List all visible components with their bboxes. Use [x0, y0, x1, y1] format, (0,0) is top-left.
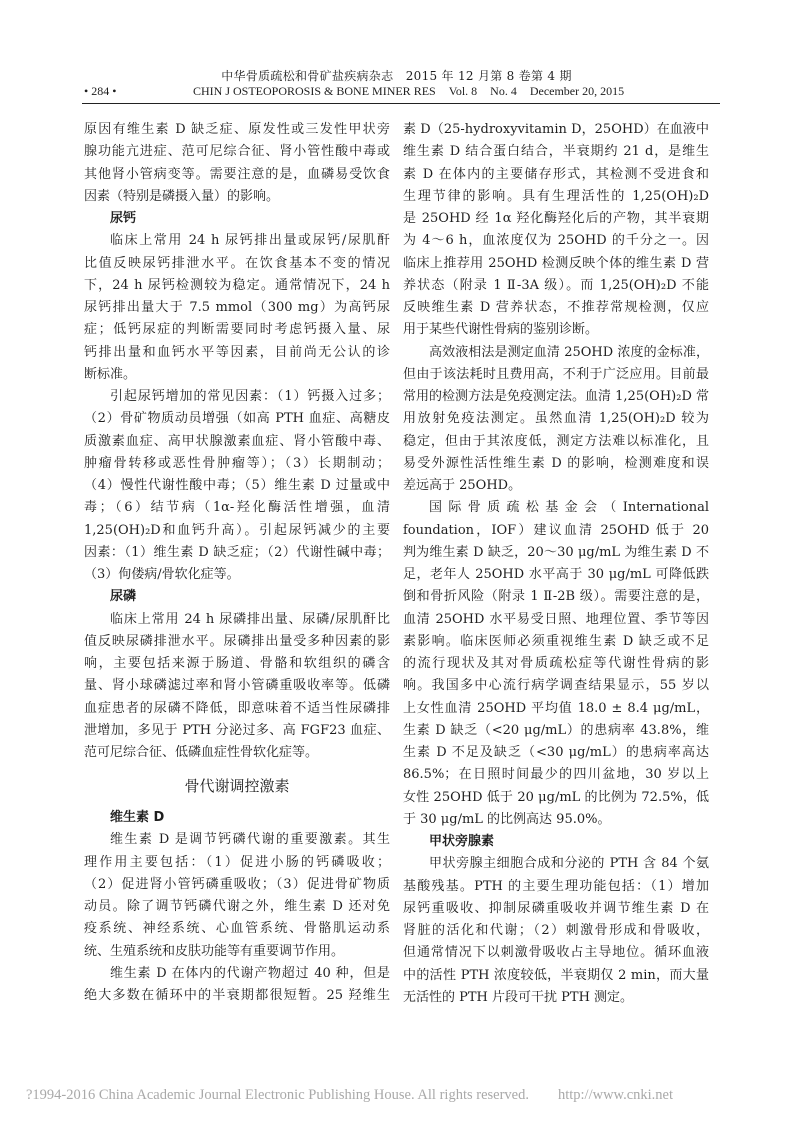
text-line: 引起尿钙增加的常见因素：（1）钙摄入过多；: [110, 389, 390, 404]
text-line: 肿瘤骨转移或恶性骨肿瘤等）；（3）长期制动；: [84, 455, 390, 471]
text-line: （2）促进肾小管钙磷重吸收；（3）促进骨矿物质: [84, 876, 390, 892]
text-line: 反映维生素 D 营养状态，不推荐常规检测，仅应: [403, 300, 709, 315]
text-line: 血症患者的尿磷不降低，即意味着不适当性尿磷排: [84, 700, 390, 716]
paragraph: [403, 497, 709, 831]
text-line: 为 4～6 h，血浓度仅为 25OHD 的千分之一。因: [403, 233, 709, 249]
left-column: [84, 119, 390, 1007]
paragraph: [403, 342, 709, 498]
text-line: 腺功能亢进症、范可尼综合征、肾小管性酸中毒或: [84, 144, 390, 160]
paragraph: [84, 386, 390, 586]
paragraph: [84, 963, 390, 1008]
text-line: 比值反映尿钙排泄水平。在饮食基本不变的情况: [84, 255, 390, 271]
text-line: 肾脏的活化和代谢；（2）刺激骨形成和骨吸收，: [403, 923, 709, 938]
text-line: foundation，IOF）建议血清 25OHD 低于 20: [403, 522, 709, 538]
text-line: 泄增加，多见于 PTH 分泌过多、高 FGF23 血症、: [84, 722, 390, 738]
text-line: 动员。除了调节钙磷代谢之外，维生素 D 还对免: [84, 899, 390, 914]
text-line: 用于某些代谢性骨病的鉴别诊断。: [403, 322, 599, 338]
paragraph: [84, 829, 390, 963]
text-line: 维生素 D 是调节钙磷代谢的重要激素。其生: [110, 832, 390, 848]
text-line: 毒；（6）结节病（1α-羟化酶活性增强，血清: [84, 500, 390, 516]
text-line: 易受外源性活性维生素 D 的影响，检测难度和误: [403, 455, 709, 471]
text-line: 中的活性 PTH 浓度较低，半衰期仅 2 min，而大量: [403, 967, 709, 983]
text-line: 女性 25OHD 低于 20 μg/mL 的比例为 72.5%，低: [403, 789, 709, 805]
text-line: （2）骨矿物质动员增强（如高 PTH 血症、高糖皮: [84, 411, 390, 427]
text-line: 常用的检测方法是免疫测定法。血清 1,25(OH)₂D 常: [403, 389, 709, 404]
text-line: 上女性血清 25OHD 平均值 18.0 ± 8.4 μg/mL，: [403, 700, 709, 716]
subsection-heading: 尿钙: [110, 211, 137, 226]
volume: Vol. 8: [448, 84, 478, 98]
text-line: 因素：（1）维生素 D 缺乏症；（2）代谢性碱中毒；: [84, 544, 390, 560]
text-line: 症；低钙尿症的判断需要同时考虑钙摄入量、尿: [84, 322, 390, 338]
text-line: 但通常情况下以刺激骨吸收占主导地位。循环血液: [403, 945, 709, 961]
text-line: 理作用主要包括：（1）促进小肠的钙磷吸收；: [84, 854, 390, 870]
text-line: 是 25OHD 经 1α 羟化酶羟化后的产物，其半衰期: [403, 211, 709, 226]
journal-title-en: [188, 84, 625, 99]
right-column: [403, 119, 709, 1009]
text-line: 量、肾小球磷滤过率和肾小管磷重吸收率等。低磷: [84, 678, 390, 694]
subsection-heading: 甲状旁腺素: [429, 834, 495, 849]
text-line: 素 D（25-hydroxyvitamin D，25OHD）在血液中: [403, 122, 709, 137]
text-line: 临床上常用 24 h 尿磷排出量、尿磷/尿肌酐比: [110, 611, 390, 627]
text-line: 临床上常用 24 h 尿钙排出量或尿钙/尿肌酐: [110, 233, 390, 249]
paragraph: [403, 119, 709, 342]
text-line: 用放射免疫法测定。虽然血清 1,25(OH)₂D 较为: [403, 411, 709, 427]
text-line: 范可尼综合征、低磷血症性骨软化症等。: [84, 745, 319, 760]
paragraph: [403, 853, 709, 1009]
text-line: 值反映尿磷排泄水平。尿磷排出量受多种因素的影: [84, 633, 390, 649]
page-number: • 284 •: [84, 84, 117, 98]
text-line: 钙排出量和血钙水平等因素，目前尚无公认的诊: [84, 344, 390, 360]
text-line: （3）佝偻病/骨软化症等。: [84, 567, 240, 582]
text-line: 差远高于 25OHD。: [403, 478, 522, 493]
paragraph: [84, 609, 390, 765]
subsection-heading: 尿磷: [110, 589, 137, 605]
paragraph: [84, 230, 390, 386]
paragraph: [84, 119, 390, 208]
text-line: 足，老年人 25OHD 水平高于 30 μg/mL 可降低跌: [403, 567, 709, 582]
text-line: 素 D 在体内的主要储存形式，其检测不受进食和: [403, 166, 709, 182]
issue: No. 4: [490, 84, 517, 98]
text-line: 的流行现状及其对骨质疏松症等代谢性骨病的影: [403, 656, 709, 671]
issue-date: December 20, 2015: [529, 84, 625, 98]
text-line: 高效液相法是测定血清 25OHD 浓度的金标准，: [429, 344, 709, 360]
text-line: 血清 25OHD 水平易受日照、地理位置、季节等因: [403, 611, 709, 627]
text-line: 1,25(OH)₂D和血钙升高）。引起尿钙减少的主要: [84, 522, 390, 538]
text-line: 响，主要包括来源于肠道、骨骼和软组织的磷含: [84, 656, 390, 671]
text-line: 维生素 D 在体内的代谢产物超过 40 种，但是: [110, 965, 390, 981]
text-line: 质激素血症、高甲状腺激素血症、肾小管酸中毒、: [84, 433, 390, 449]
text-line: 素影响。临床医师必须重视维生素 D 缺乏或不足: [403, 633, 709, 649]
text-line: 统、生殖系统和皮肤功能等有重要调节作用。: [84, 943, 345, 959]
text-line: 下，24 h 尿钙检测较为稳定。通常情况下，24 h: [84, 277, 390, 293]
text-line: 生理节律的影响。具有生理活性的 1,25(OH)₂D: [403, 188, 709, 204]
text-line: 于 30 μg/mL 的比例高达 95.0%。: [403, 811, 611, 827]
text-line: 养状态（附录 1 Ⅱ-3A 级）。而 1,25(OH)₂D 不能: [403, 277, 709, 293]
copyright-footer: ?1994-2016 China Academic Journal Electronic Publishing House. All rights reserved. http://www.cnki.net: [26, 1087, 674, 1103]
text-line: 断标准。: [84, 366, 137, 382]
text-line: 响。我国多中心流行病学调查结果显示，55 岁以: [403, 678, 709, 694]
text-line: 维生素 D 结合蛋白结合，半衰期约 21 d，是维生: [403, 144, 709, 160]
section-heading: 骨代谢调控激素: [184, 776, 290, 795]
journal-title-cn: 中华骨质疏松和骨矿盐疾病杂志 2015 年 12 月第 8 卷第 4 期: [221, 69, 572, 83]
text-line: 无活性的 PTH 片段可干扰 PTH 测定。: [403, 989, 634, 1005]
text-line: 国际骨质疏松基金会（International: [429, 500, 709, 516]
text-line: 原因有维生素 D 缺乏症、原发性或三发性甲状旁: [84, 122, 390, 137]
text-line: 86.5%；在日照时间最少的四川盆地，30 岁以上: [403, 767, 709, 783]
text-line: （4）慢性代谢性酸中毒；（5）维生素 D 过量或中: [84, 478, 390, 493]
text-line: 生素 D 不足及缺乏（<30 μg/mL）的患病率高达: [403, 745, 709, 760]
text-line: 尿钙排出量大于 7.5 mmol（300 mg）为高钙尿: [84, 300, 390, 315]
header-rule: [82, 103, 720, 104]
text-line: 尿钙重吸收、抑制尿磷重吸收并调节维生素 D 在: [403, 900, 709, 916]
text-line: 因素（特别是磷摄入量）的影响。: [84, 188, 280, 204]
text-line: 生素 D 缺乏（<20 μg/mL）的患病率 43.8%，维: [403, 722, 709, 738]
text-line: 疫系统、神经系统、心血管系统、骨骼肌运动系: [84, 921, 390, 937]
text-line: 但由于该法耗时且费用高，不利于广泛应用。目前最: [403, 366, 709, 382]
text-line: 绝大多数在循环中的半衰期都很短暂。25 羟维生: [84, 988, 390, 1003]
text-line: 甲状旁腺主细胞合成和分泌的 PTH 含 84 个氨: [429, 856, 709, 872]
subsection-heading: 维生素 D: [110, 810, 165, 825]
text-line: 基酸残基。PTH 的主要生理功能包括：（1）增加: [403, 878, 709, 894]
text-line: 其他肾小管病变等。需要注意的是，血磷易受饮食: [84, 166, 390, 182]
journal-name-en: CHIN J OSTEOPOROSIS & BONE MINER RES: [193, 84, 436, 98]
text-line: 判为维生素 D 缺乏，20～30 μg/mL 为维生素 D 不: [403, 544, 709, 560]
text-line: 临床上推荐用 25OHD 检测反映个体的维生素 D 营: [403, 255, 709, 271]
text-line: 倒和骨折风险（附录 1 Ⅱ-2B 级）。需要注意的是，: [403, 589, 709, 605]
text-line: 稳定，但由于其浓度低，测定方法难以标准化，且: [403, 433, 709, 449]
